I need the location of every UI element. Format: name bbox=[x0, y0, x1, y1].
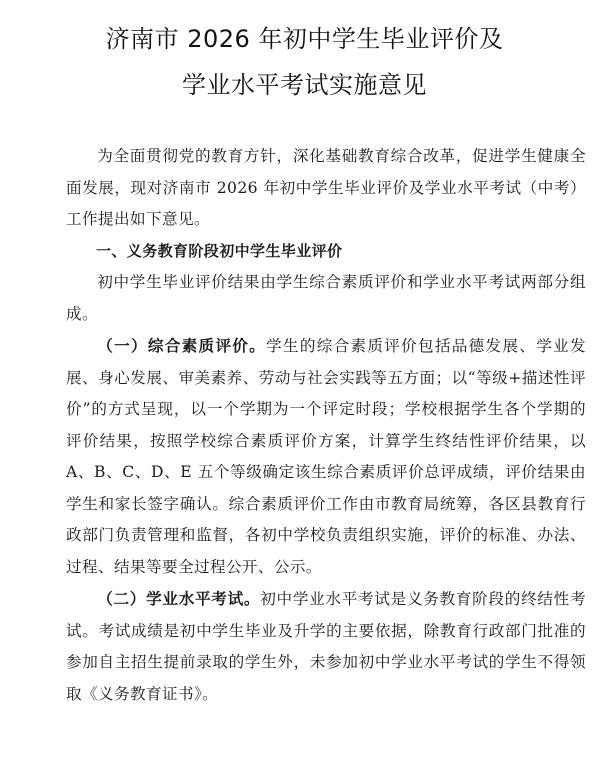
part2-text: 初中学业水平考试是义务教育阶段的终结性考试。考试成绩是初中学生毕业及升学的主要依据，除教育行政部门批准的参加自主招生提前录取的学生外，未参加初中学业水平考试的学生不得领取《义务教育证书》。 bbox=[66, 590, 586, 703]
section1-heading: 一、义务教育阶段初中学生毕业评价 bbox=[96, 241, 343, 260]
part1-text: 学生的综合素质评价包括品德发展、学业发展、身心发展、审美素养、劳动与社会实践等五方面；以“等级+描述性评价”的方式呈现，以一个学期为一个评定时段；学校根据学生各个学期的评价结果，按照学校综合素质评价方案，计算学生终结性评价结果，以 A、B、C、D、E 五个等级确定该生综合素质评价总评成绩，评价结果由学生和家长签字确认。综合素质评价工作由市教育局统筹，各区县教育行政部门负责管理和监督，各初中学校负责组织实施，评价的标准、办法、过程、结果等要全过程公开、公示。 bbox=[66, 337, 586, 576]
document-body bbox=[66, 141, 586, 710]
part1-label: （一）综合素质评价。 bbox=[97, 336, 267, 355]
part1-paragraph bbox=[66, 330, 586, 583]
part2-label: （二）学业水平考试。 bbox=[97, 589, 261, 608]
section1-intro-paragraph: 初中学生毕业评价结果由学生综合素质评价和学业水平考试两部分组成。 bbox=[66, 273, 586, 323]
intro-paragraph: 为全面贯彻党的教育方针，深化基础教育综合改革，促进学生健康全面发展，现对济南市 2026 年初中学生毕业评价及学业水平考试（中考）工作提出如下意见。 bbox=[66, 147, 586, 228]
document-title-line2: 学业水平考试实施意见 bbox=[182, 71, 427, 99]
document-title-line1: 济南市 2026 年初中学生毕业评价及 bbox=[105, 25, 504, 53]
part2-paragraph bbox=[66, 583, 586, 710]
